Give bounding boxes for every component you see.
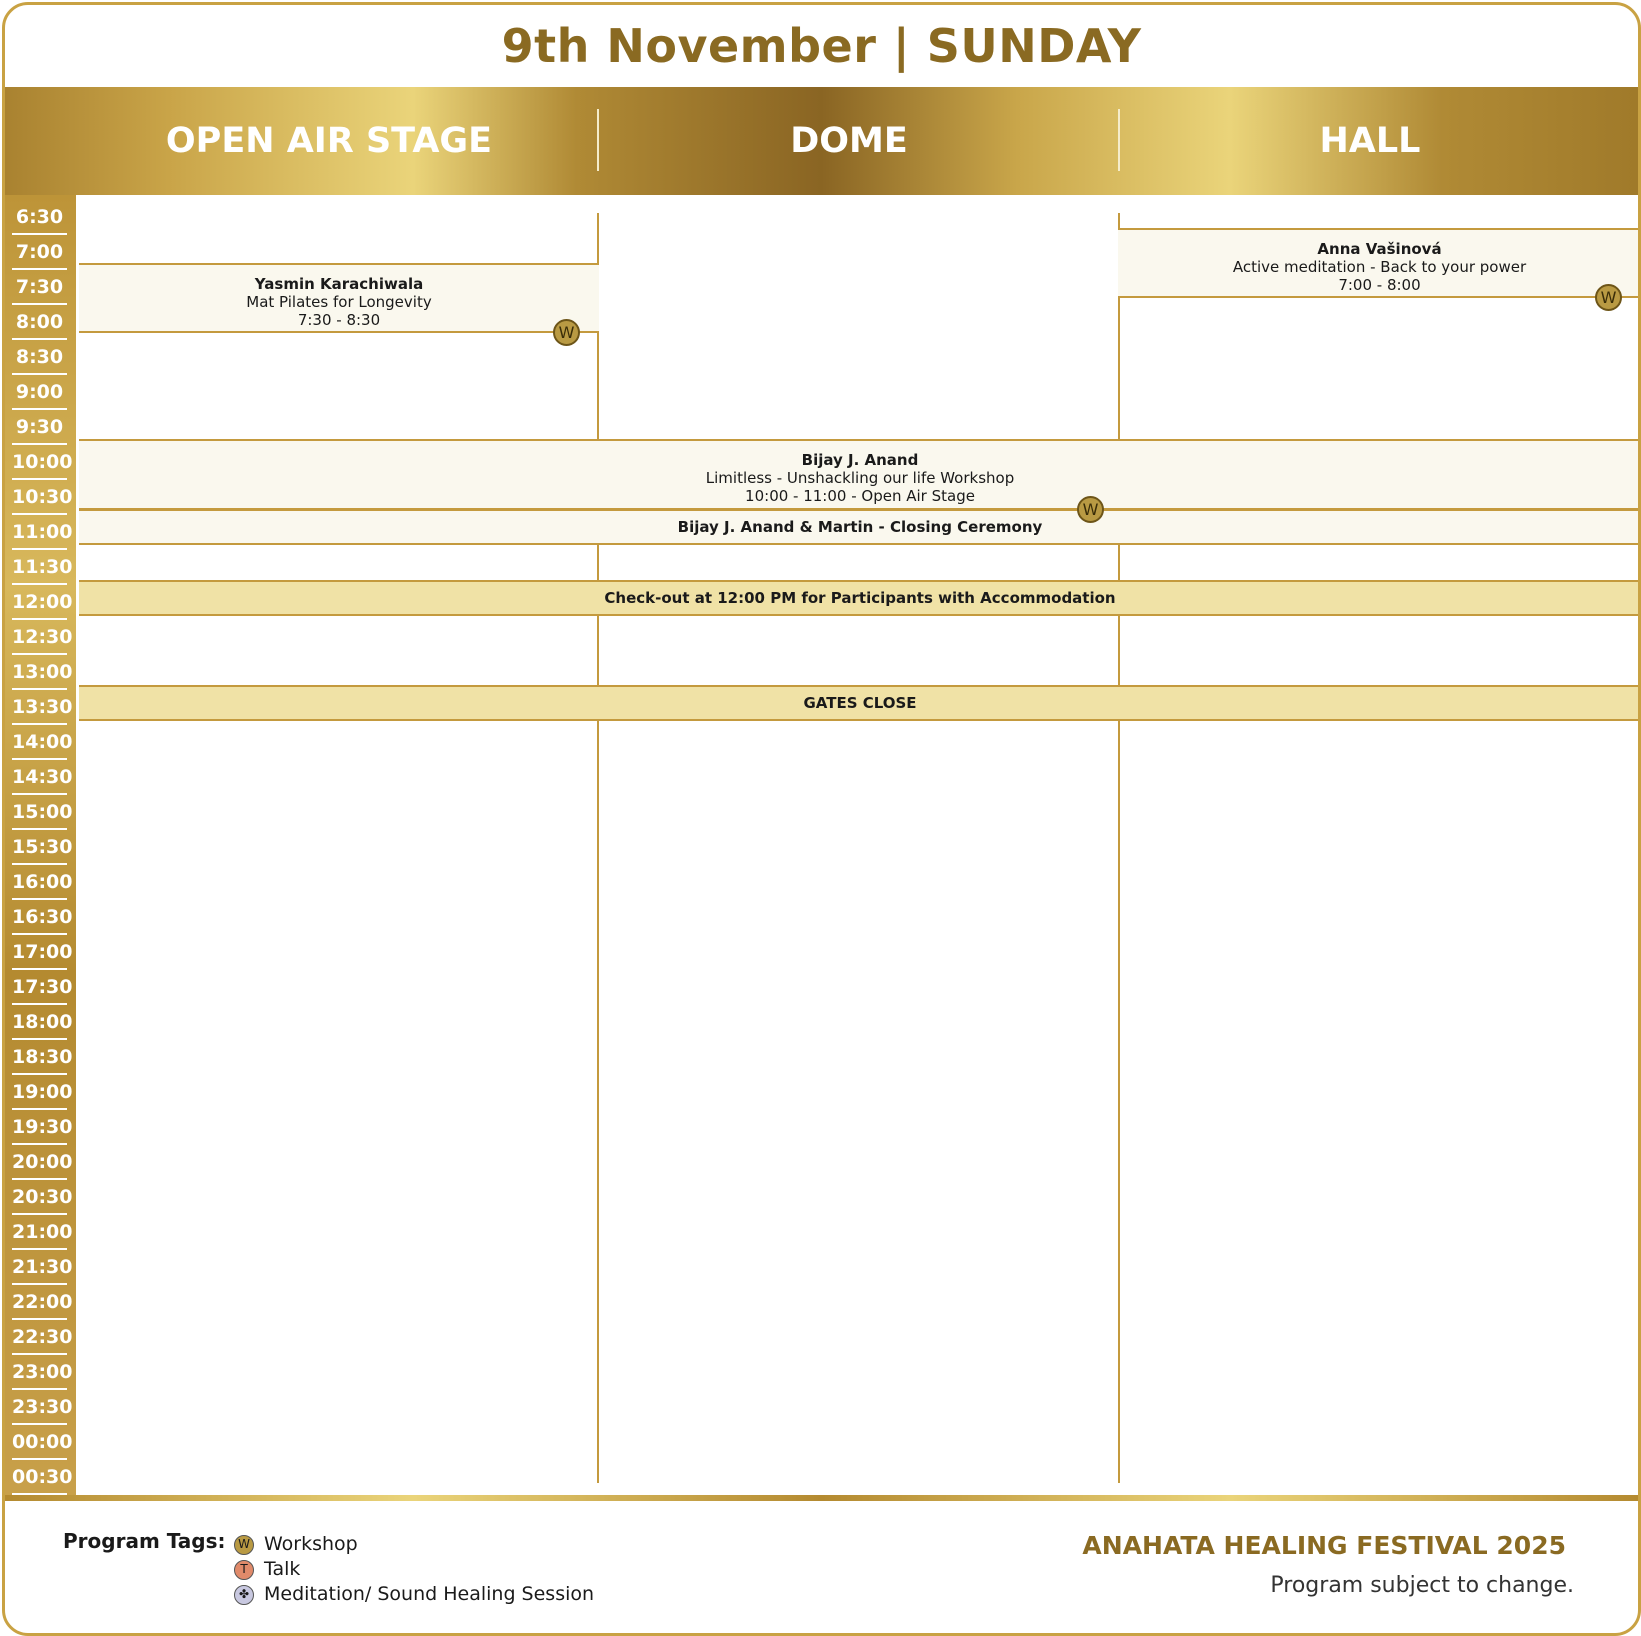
time-label: 19:30 (12, 1111, 67, 1145)
time-label: 8:00 (12, 306, 67, 340)
workshop-tag-icon: W (1077, 496, 1104, 523)
time-label: 21:30 (12, 1251, 67, 1285)
time-label: 18:00 (12, 1006, 67, 1040)
legend-label: Talk (264, 1558, 301, 1580)
time-label: 00:30 (12, 1461, 67, 1495)
event-name: Bijay J. Anand & Martin - Closing Ceremony (677, 518, 1043, 536)
legend-label: Workshop (264, 1533, 358, 1555)
time-label: 14:30 (12, 761, 67, 795)
event-bijay-workshop[interactable] (79, 439, 1641, 510)
meditation-icon: ✤ (234, 1585, 254, 1605)
time-label: 21:00 (12, 1216, 67, 1250)
time-label: 22:30 (12, 1321, 67, 1355)
time-label: 22:00 (12, 1286, 67, 1320)
event-closing-ceremony[interactable] (79, 509, 1641, 545)
time-label: 10:30 (12, 481, 67, 515)
column-divider (1118, 213, 1120, 1483)
event-name: Yasmin Karachiwala (254, 275, 424, 293)
event-title: Active meditation - Back to your power (1232, 258, 1527, 276)
time-label: 19:00 (12, 1076, 67, 1110)
workshop-icon: W (234, 1535, 254, 1555)
time-label: 20:00 (12, 1146, 67, 1180)
event-name: Bijay J. Anand (801, 451, 919, 469)
time-label: 17:30 (12, 971, 67, 1005)
venue-header (5, 87, 1638, 195)
event-anna[interactable] (1118, 228, 1641, 298)
time-label: 13:00 (12, 656, 67, 690)
time-label: 11:00 (12, 516, 67, 550)
time-label: 14:00 (12, 726, 67, 760)
page-title: 9th November | SUNDAY (501, 19, 1142, 73)
time-label: 7:30 (12, 271, 67, 305)
time-label: 13:30 (12, 691, 67, 725)
time-label: 12:30 (12, 621, 67, 655)
time-label: 23:30 (12, 1391, 67, 1425)
event-title: Mat Pilates for Longevity (246, 293, 432, 311)
time-label: 15:30 (12, 831, 67, 865)
time-label: 16:30 (12, 901, 67, 935)
time-label: 7:00 (12, 236, 67, 270)
festival-name: ANAHATA HEALING FESTIVAL 2025 (1082, 1531, 1566, 1560)
time-label: 15:00 (12, 796, 67, 830)
legend-label: Meditation/ Sound Healing Session (264, 1583, 595, 1605)
event-name: Anna Vašinová (1317, 240, 1442, 258)
time-label: 00:00 (12, 1426, 67, 1460)
time-label: 9:30 (12, 411, 67, 445)
time-column (5, 195, 76, 1495)
time-label: 10:00 (12, 446, 67, 480)
time-label: 18:30 (12, 1041, 67, 1075)
time-label: 6:30 (12, 201, 67, 235)
disclaimer: Program subject to change. (1270, 1573, 1574, 1598)
venue-open-air-stage: OPEN AIR STAGE (165, 121, 493, 161)
event-time: 7:30 - 8:30 (297, 311, 381, 329)
talk-icon: T (234, 1560, 254, 1580)
venue-dome: DOME (790, 121, 908, 161)
legend-title: Program Tags: (63, 1529, 226, 1553)
time-label: 23:00 (12, 1356, 67, 1390)
time-label: 16:00 (12, 866, 67, 900)
workshop-tag-icon: W (1595, 284, 1622, 311)
time-label: 9:00 (12, 376, 67, 410)
event-time: 10:00 - 11:00 - Open Air Stage (745, 487, 975, 505)
event-yasmin[interactable] (79, 263, 599, 333)
event-title: Limitless - Unshackling our life Workshop (705, 469, 1015, 487)
time-label: 12:00 (12, 586, 67, 620)
venue-hall: HALL (1319, 121, 1421, 161)
workshop-tag-icon: W (553, 319, 580, 346)
time-label: 20:30 (12, 1181, 67, 1215)
column-divider (597, 213, 599, 1483)
time-label: 11:30 (12, 551, 67, 585)
legend-item-talk (234, 1557, 300, 1581)
notice-checkout: Check-out at 12:00 PM for Participants with Accommodation (79, 580, 1641, 616)
schedule-frame (2, 2, 1641, 1636)
time-label: 17:00 (12, 936, 67, 970)
schedule-grid (79, 195, 1641, 1495)
notice-gates-close: GATES CLOSE (79, 685, 1641, 721)
time-label: 8:30 (12, 341, 67, 375)
legend-item-workshop (234, 1532, 358, 1556)
event-time: 7:00 - 8:00 (1338, 276, 1421, 294)
legend-item-meditation (234, 1582, 594, 1606)
bottom-divider (5, 1495, 1638, 1501)
